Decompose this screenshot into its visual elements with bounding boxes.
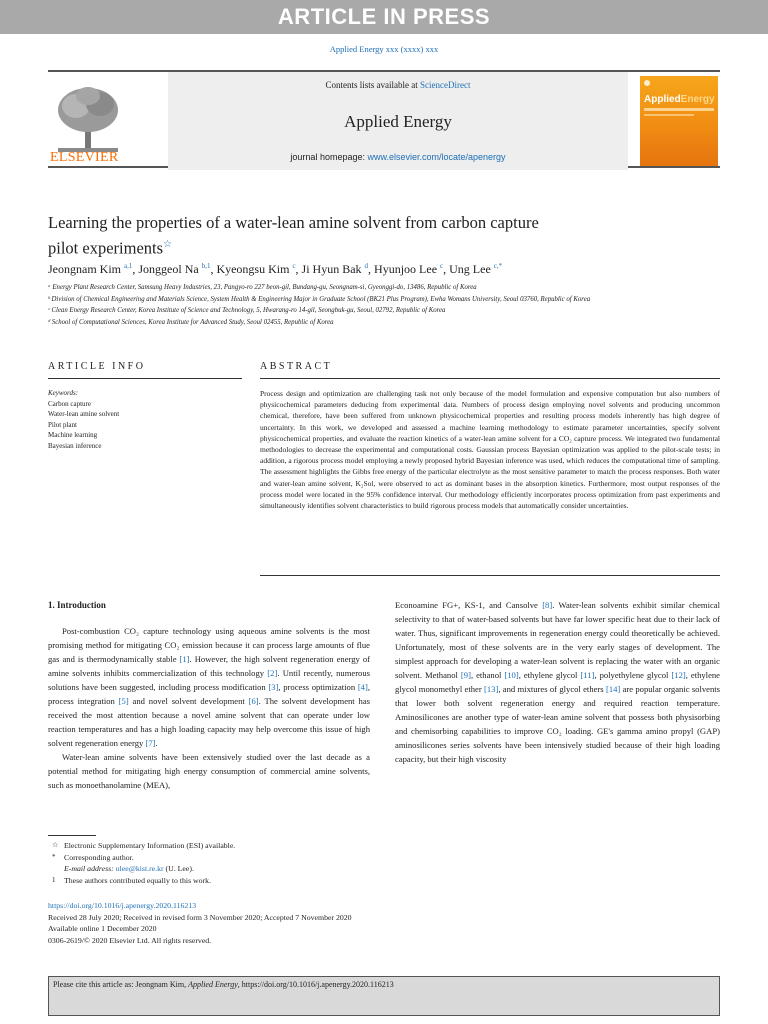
section-heading-introduction: 1. Introduction	[48, 600, 106, 610]
cover-dot	[644, 80, 650, 86]
intro-paragraph-2: Water-lean amine solvents have been extensively studied over the last decade as a potential method for mitigating high energy consumption of commercial amine solvents, such as monoethanolamine (MEA),	[48, 752, 370, 790]
cover-stripe	[644, 108, 714, 111]
footnotes	[48, 840, 370, 886]
citation-link[interactable]: [9]	[460, 670, 471, 680]
contents-line	[168, 80, 628, 90]
journal-title: Applied Energy	[344, 112, 452, 131]
citation-link[interactable]: [4]	[357, 682, 368, 692]
article-title	[48, 212, 648, 260]
citation-link[interactable]: [11]	[580, 670, 595, 680]
body-column-right	[395, 598, 720, 766]
author-affiliation-marker[interactable]: d	[364, 262, 369, 270]
author-list: Jeongnam Kim $^{a,1}$, Jonggeol Na $^{b,1}$, Kyeongsu Kim $^c$, Ji Hyun Bak $^d$, Hyunjoo Lee $^c$, Ung Lee $^{c,*}$	[48, 262, 503, 276]
homepage-prefix: journal homepage:	[290, 152, 368, 162]
author-affiliation-marker[interactable]: c	[440, 262, 444, 270]
abstract-text: Process design and optimization are challenging task not only because of the model formulation and expensive computation but also numbers of physicochemical parameters deducing from experimental data. Numbers of process design employing novel solvents and producing uncommon chemical, therefore, have been suffered from unknown physicochemical properties and resulting process models inherently has high degree of uncertainty. In this work, we developed and assessed a machine learning methodology to estimate parameter uncertainties, specify solvent physicochemical properties, and evaluate the reaction kinetics of a water-lean amine solvent for a CO₂ capture process. We integrated two fundamental methodologies to decrease the experimental and computational costs. Gaussian process Bayesian optimization was applied to the pilot-scale tests; in addition, a rigorous process model employing a newly proposed hybrid Bayesian inference was used, which reduces the computational time of sampling. The assessment highlights the Gibbs free energy of the particular electrolyte as the most sensitive parameter to match the process responses. Both water and water-lean amine solvent, K₂Sol, were observed to act as dominant bases in the absorption kinetics. Furthermore, most output responses of the process model were located in the 95% confidence interval. Our methodology efficiently incorporates process optimization from past experiments and simultaneously identifies solvent characteristics to build rigorous process models that automatically consider uncertainties.	[260, 389, 720, 511]
article-info-rule	[48, 378, 242, 379]
author-name[interactable]: Jonggeol Na	[138, 262, 202, 276]
footnote-corresponding: * Corresponding author.	[52, 852, 134, 862]
citation-link[interactable]: [2]	[267, 668, 278, 678]
abstract-rule	[260, 378, 720, 379]
footnote-star-icon[interactable]: ☆	[163, 239, 172, 250]
email-link[interactable]: ulee@kist.re.kr	[115, 864, 164, 873]
abstract-heading: ABSTRACT	[260, 361, 333, 372]
keyword-item: Water-lean amine solvent	[48, 410, 120, 418]
citation-link[interactable]: [5]	[118, 696, 129, 706]
author-affiliation-marker[interactable]: b,1	[201, 262, 211, 270]
affiliation-item: ᵇ Division of Chemical Engineering and Materials Science, System Health & Engineering Major in Graduate School (BK21 Plus Program), Ewha Womans University, Seoul 03760, Republic of Korea	[48, 295, 591, 303]
affiliation-item: ᵃ Energy Plant Research Center, Samsung Heavy Industries, 23, Pangyo-ro 227 beon-gil, Bundang-gu, Seongnam-si, Gyeonggi-do, 13486, Republic of Korea	[48, 284, 477, 291]
intro-paragraph-3: Econoamine FG+, KS-1, and Cansolve [8]. Water-lean solvents exhibit similar chemical selectivity to that of water-based solvents but have far lower specific heat due to their lack of water. Thus, significant improvements in regeneration energy could theoretically be achieved. Unfortunately, most of these solvents are in the very early stages of development. The simplest approach for developing a water-lean solvent is replacing the water with an organic solvent. Methanol [9], ethanol [10], ethylene glycol [11], polyethylene glycol [12], ethylene glycol monomethyl ether [13], and mixtures of glycol ethers [14] are popular organic solvents that lower both solvent regeneration energy and required reaction temperature. Aminosilicones are another type of water-lean amine solvent that possess both physisorbing and chemisorbing capabilities to improve CO₂ loading. GE's gamma amino propyl (GAP) aminosilicones series solvents have been intensively studied because of their high loading capacity, but their high viscosity	[395, 600, 721, 764]
citation-link[interactable]: [3]	[268, 682, 279, 692]
citation-box	[48, 976, 720, 1016]
keyword-item: Pilot plant	[48, 420, 77, 429]
homepage-line	[168, 152, 628, 162]
footnote-star-icon: ☆	[52, 841, 59, 849]
footnote-rule	[48, 835, 96, 836]
title-line-1: Learning the properties of a water-lean amine solvent from carbon capture	[48, 213, 539, 232]
footnote-esi: ☆ Electronic Supplementary Information (ESI) available.	[52, 841, 236, 850]
abstract-bottom-rule	[260, 575, 720, 576]
article-info-heading: ARTICLE INFO	[48, 361, 146, 372]
author-affiliation-marker[interactable]: a,1	[124, 262, 133, 270]
citation-link[interactable]: [1]	[179, 654, 190, 664]
author-name[interactable]: Jeongnam Kim	[48, 262, 124, 276]
affiliation-item: ᵈ School of Computational Sciences, Korea Institute for Advanced Study, Seoul 02455, Republic of Korea	[48, 318, 334, 326]
citation-link[interactable]: [14]	[605, 684, 621, 694]
doi-link[interactable]: https://doi.org/10.1016/j.apenergy.2020.116213	[48, 901, 197, 910]
homepage-link[interactable]: www.elsevier.com/locate/apenergy	[367, 152, 506, 162]
title-line-2: pilot experiments	[48, 238, 164, 258]
citation-link[interactable]: [13]	[484, 684, 499, 694]
author-name[interactable]: Hyunjoo Lee	[374, 262, 441, 276]
sciencedirect-link[interactable]: ScienceDirect	[420, 80, 471, 90]
keywords-block	[48, 388, 238, 451]
citation-link[interactable]: [8]	[542, 600, 553, 610]
citation-text: Please cite this article as: Jeongnam Kim, Applied Energy, https://doi.org/10.1016/j.apenergy.2020.116213	[53, 980, 394, 989]
citation-link[interactable]: [7]	[145, 738, 156, 748]
keyword-item: Machine learning	[48, 431, 98, 439]
masthead-center	[168, 72, 628, 170]
available-online: Available online 1 December 2020	[48, 924, 157, 933]
citation-link[interactable]: [6]	[248, 696, 259, 706]
citation-link[interactable]: [12]	[671, 670, 686, 680]
journal-masthead	[48, 70, 720, 168]
affiliation-item: ᶜ Clean Energy Research Center, Korea Institute of Science and Technology, 5, Hwarang-ro 14-gil, Seongbuk-gu, Seoul, 02792, Republic of Korea	[48, 307, 446, 314]
footnote-email: E-mail address: ulee@kist.re.kr (U. Lee).	[64, 864, 194, 873]
affiliations	[48, 282, 728, 328]
keyword-item: Bayesian inference	[48, 441, 102, 450]
journal-cover-image[interactable]	[640, 76, 718, 166]
footnote-equal-contribution: 1 These authors contributed equally to this work.	[52, 875, 212, 885]
copyright: 0306-2619/© 2020 Elsevier Ltd. All rights reserved.	[48, 935, 212, 945]
author-name[interactable]: Kyeongsu Kim	[216, 262, 293, 276]
journal-reference-link[interactable]: Applied Energy xxx (xxxx) xxx	[329, 44, 439, 54]
author-name[interactable]: Ji Hyun Bak	[301, 262, 365, 276]
author-affiliation-marker[interactable]: c	[292, 262, 296, 270]
intro-paragraph-1: Post-combustion CO₂ capture technology using aqueous amine solvents is the most promising method for mitigating CO₂ emission because it can process large amounts of flue gas and is thermodynamically stable [1]. However, the high solvent regeneration energy of amine solvents inhibits commercialization of this technology [2]. Until recently, numerous solutions have been suggested, including process modification [3], process optimization [4], process integration [5] and novel solvent development [6]. The solvent development has received the most attention because a novel amine solvent that can operate under low reaction temperatures and has a high loading capacity may help overcome this issue of high solvent regeneration energy [7].	[48, 626, 370, 748]
body-column-left	[48, 598, 370, 792]
keywords-label: Keywords:	[48, 389, 79, 397]
contents-prefix: Contents lists available at	[325, 80, 420, 90]
author-affiliation-marker[interactable]: c,*	[493, 262, 503, 270]
keyword-item: Carbon capture	[48, 399, 91, 408]
author-name[interactable]: Ung Lee	[449, 262, 494, 276]
cover-stripe-2	[644, 114, 694, 116]
article-in-press-banner: ARTICLE IN PRESS	[0, 0, 768, 34]
received-dates: Received 28 July 2020; Received in revised form 3 November 2020; Accepted 7 November 2020	[48, 912, 352, 922]
citation-link[interactable]: [10]	[504, 670, 519, 680]
elsevier-wordmark: ELSEVIER	[50, 150, 119, 165]
cover-title: AppliedEnergy	[644, 94, 715, 105]
publication-info	[48, 900, 468, 946]
